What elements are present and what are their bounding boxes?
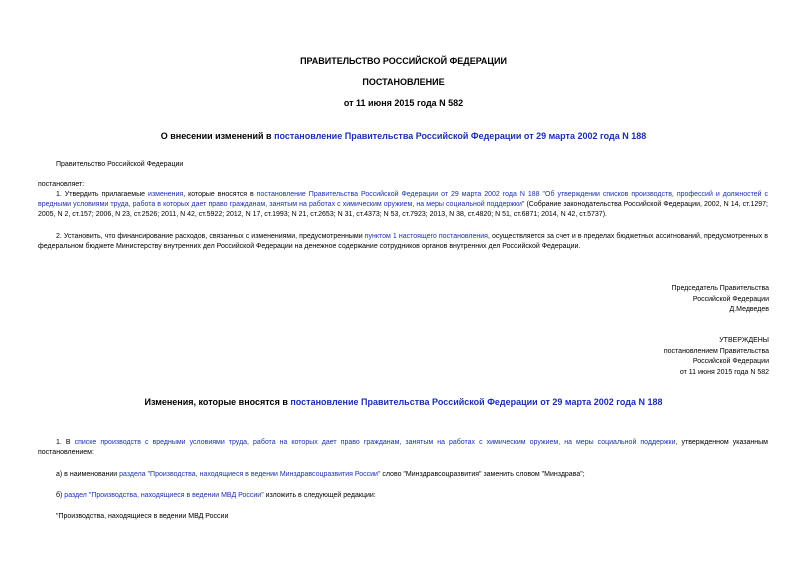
p1-text-1: 1. Утвердить прилагаемые — [56, 191, 149, 198]
document-title — [0, 131, 807, 141]
paragraph-1 — [38, 190, 768, 220]
approved-label: УТВЕРЖДЕНЫ — [719, 337, 769, 344]
change-item-1 — [38, 438, 768, 458]
government-heading: ПРАВИТЕЛЬСТВО РОССИЙСКОЙ ФЕДЕРАЦИИ — [300, 56, 507, 66]
signature-name: Д.Медведев — [729, 306, 769, 313]
approved-date: от 11 июня 2015 года N 582 — [679, 368, 769, 376]
preamble-decrees: постановляет: — [38, 181, 85, 188]
ca-link-section[interactable]: раздела "Производства, находящиеся в ведении Минздравсоцразвития России" — [119, 471, 381, 478]
p1-text-2: , которые вносятся в — [183, 191, 257, 198]
changes-title — [0, 397, 807, 407]
signature-position: Председатель Правительства — [671, 285, 769, 292]
signature-country: Российской Федерации — [692, 295, 769, 303]
p1-text-3: (Собрание законодательства Российской Федерации, 2002, N 14, ст.1297; 2005, N 2, ст.157; 2006, N 23, ст.2526; 2011, N 42, ст.5922; 2012, N 17, ст.1993; N 21, ст.2653; N 31, ст.4373; N 53, ст.7923; 2013, N 38, ст.4820; N 51, ст.6871; 2014, N 42, ст.5737). — [38, 201, 768, 218]
ca-text-2: слово "Минздравсоцразвития" заменить словом "Минздрава"; — [380, 471, 585, 478]
changes-title-link[interactable]: постановление Правительства Российской Федерации от 29 марта 2002 года N 188 — [290, 397, 663, 407]
changes-title-prefix: Изменения, которые вносятся в — [144, 397, 291, 407]
p1-link-changes[interactable]: изменения — [148, 191, 184, 198]
approved-country: Российской Федерации — [692, 358, 769, 365]
p1-link-resolution[interactable]: постановление Правительства Российской Федерации от 29 марта 2002 года N 188 "Об утверждении списков производств, профессий и должностей с вредными условиями труда, работа в которых дает право гражданам, занятым на работах с химическим оружием, на меры социальной поддержки" — [38, 191, 768, 208]
cb-text-1: б) — [56, 492, 65, 499]
p2-text-1: 2. Установить, что финансирование расходов, связанных с изменениями, предусмотренными — [56, 233, 365, 240]
change-item-a — [56, 470, 585, 480]
change-item-b — [56, 491, 376, 501]
p2-text-2: , осуществляется за счет и в пределах бюджетных ассигнований, предусмотренных в федеральном бюджете Министерству внутренних дел Российской Федерации на денежное содержание сотрудников органов внутренних дел Российской Федерации. — [38, 233, 768, 250]
title-link[interactable]: постановление Правительства Российской Федерации от 29 марта 2002 года N 188 — [274, 131, 647, 141]
title-prefix: О внесении изменений в — [160, 131, 275, 141]
quote-section-title: "Производства, находящиеся в ведении МВД России — [56, 513, 229, 520]
paragraph-2 — [38, 232, 768, 252]
p2-link-item[interactable]: пунктом 1 настоящего постановления — [364, 233, 488, 240]
c1-text-1: 1. В — [56, 439, 75, 446]
signature-block — [672, 284, 769, 316]
cb-text-2: изложить в следующей редакции: — [263, 492, 376, 499]
approved-by: постановлением Правительства — [663, 347, 769, 355]
preamble-government: Правительство Российской Федерации — [56, 161, 184, 168]
c1-text-2: , утвержденном указанным постановлением: — [38, 439, 768, 456]
document-date: от 11 июня 2015 года N 582 — [343, 98, 464, 108]
document-type: ПОСТАНОВЛЕНИЕ — [362, 77, 445, 87]
c1-link-list[interactable]: списке производств с вредными условиями труда, работа на которых дает право гражданам, занятым на работах с химическим оружием, на меры социальной поддержки — [74, 439, 676, 446]
cb-link-section[interactable]: раздел "Производства, находящиеся в ведении МВД России" — [64, 492, 264, 499]
approved-block — [664, 336, 769, 378]
ca-text-1: а) в наименовании — [56, 471, 120, 478]
